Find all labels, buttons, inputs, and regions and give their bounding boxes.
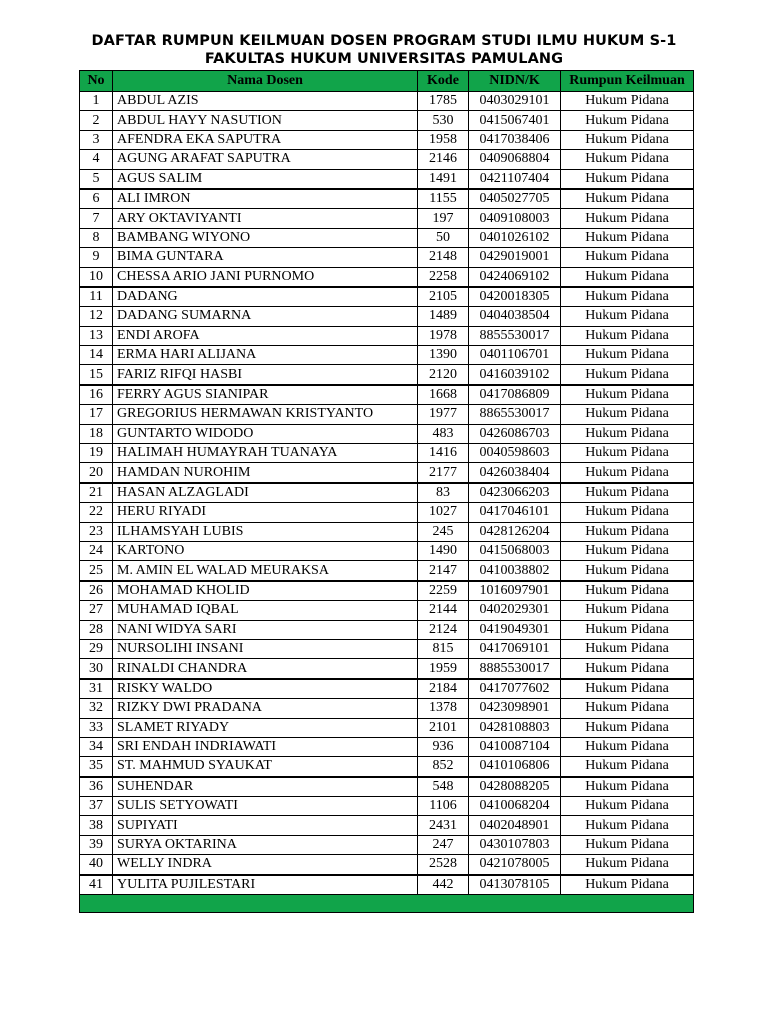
lecturer-name: WELLY INDRA — [113, 855, 418, 875]
lecturer-table — [79, 70, 694, 913]
row-number: 39 — [80, 835, 113, 854]
table-row — [80, 699, 694, 718]
lecturer-code: 83 — [418, 483, 469, 503]
nidn-number: 0410068204 — [469, 797, 561, 816]
lecturer-name: ERMA HARI ALIJANA — [113, 346, 418, 365]
row-number: 32 — [80, 699, 113, 718]
lecturer-code: 197 — [418, 209, 469, 228]
row-number: 27 — [80, 601, 113, 620]
table-row — [80, 444, 694, 463]
lecturer-name: DADANG SUMARNA — [113, 307, 418, 326]
row-number: 1 — [80, 92, 113, 111]
lecturer-name: FERRY AGUS SIANIPAR — [113, 385, 418, 405]
lecturer-code: 1155 — [418, 189, 469, 209]
lecturer-name: ALI IMRON — [113, 189, 418, 209]
row-number: 34 — [80, 737, 113, 756]
lecturer-name: SULIS SETYOWATI — [113, 797, 418, 816]
lecturer-code: 50 — [418, 228, 469, 247]
row-number: 13 — [80, 326, 113, 345]
nidn-number: 8855530017 — [469, 326, 561, 345]
lecturer-name: NANI WIDYA SARI — [113, 620, 418, 639]
table-row — [80, 307, 694, 326]
lecturer-name: SUHENDAR — [113, 777, 418, 797]
table-footer-row — [80, 895, 694, 913]
lecturer-name: BAMBANG WIYONO — [113, 228, 418, 247]
row-number: 7 — [80, 209, 113, 228]
field-of-study: Hukum Pidana — [561, 699, 694, 718]
nidn-number: 0409108003 — [469, 209, 561, 228]
lecturer-code: 2184 — [418, 679, 469, 699]
field-of-study: Hukum Pidana — [561, 463, 694, 483]
field-of-study: Hukum Pidana — [561, 816, 694, 835]
field-of-study: Hukum Pidana — [561, 541, 694, 560]
row-number: 21 — [80, 483, 113, 503]
nidn-number: 0405027705 — [469, 189, 561, 209]
header-nidn: NIDN/K — [469, 71, 561, 92]
lecturer-name: AGUNG ARAFAT SAPUTRA — [113, 150, 418, 169]
table-row — [80, 92, 694, 111]
nidn-number: 0426038404 — [469, 463, 561, 483]
header-nama-dosen: Nama Dosen — [113, 71, 418, 92]
table-row — [80, 659, 694, 679]
nidn-number: 0402029301 — [469, 601, 561, 620]
lecturer-name: ST. MAHMUD SYAUKAT — [113, 757, 418, 777]
lecturer-code: 2144 — [418, 601, 469, 620]
table-row — [80, 855, 694, 875]
lecturer-name: ABDUL HAYY NASUTION — [113, 111, 418, 130]
field-of-study: Hukum Pidana — [561, 130, 694, 149]
row-number: 17 — [80, 405, 113, 424]
lecturer-name: AFENDRA EKA SAPUTRA — [113, 130, 418, 149]
nidn-number: 0404038504 — [469, 307, 561, 326]
row-number: 20 — [80, 463, 113, 483]
table-row — [80, 777, 694, 797]
nidn-number: 0417069101 — [469, 639, 561, 658]
row-number: 25 — [80, 561, 113, 581]
lecturer-code: 2258 — [418, 267, 469, 287]
lecturer-name: ENDI AROFA — [113, 326, 418, 345]
row-number: 22 — [80, 503, 113, 522]
lecturer-code: 530 — [418, 111, 469, 130]
field-of-study: Hukum Pidana — [561, 503, 694, 522]
table-row — [80, 541, 694, 560]
field-of-study: Hukum Pidana — [561, 150, 694, 169]
field-of-study: Hukum Pidana — [561, 659, 694, 679]
field-of-study: Hukum Pidana — [561, 405, 694, 424]
nidn-number: 0401106701 — [469, 346, 561, 365]
table-row — [80, 757, 694, 777]
lecturer-code: 852 — [418, 757, 469, 777]
table-row — [80, 150, 694, 169]
nidn-number: 0401026102 — [469, 228, 561, 247]
lecturer-name: ABDUL AZIS — [113, 92, 418, 111]
nidn-number: 0423066203 — [469, 483, 561, 503]
row-number: 10 — [80, 267, 113, 287]
nidn-number: 0413078105 — [469, 875, 561, 895]
lecturer-name: RIZKY DWI PRADANA — [113, 699, 418, 718]
lecturer-name: SLAMET RIYADY — [113, 718, 418, 737]
nidn-number: 0426086703 — [469, 424, 561, 443]
table-row — [80, 718, 694, 737]
field-of-study: Hukum Pidana — [561, 92, 694, 111]
table-row — [80, 737, 694, 756]
row-number: 38 — [80, 816, 113, 835]
row-number: 3 — [80, 130, 113, 149]
lecturer-code: 245 — [418, 522, 469, 541]
nidn-number: 0429019001 — [469, 248, 561, 267]
lecturer-code: 1416 — [418, 444, 469, 463]
field-of-study: Hukum Pidana — [561, 444, 694, 463]
table-row — [80, 679, 694, 699]
lecturer-code: 2259 — [418, 581, 469, 601]
nidn-number: 0428108803 — [469, 718, 561, 737]
nidn-number: 0428088205 — [469, 777, 561, 797]
lecturer-name: AGUS SALIM — [113, 169, 418, 189]
field-of-study: Hukum Pidana — [561, 757, 694, 777]
lecturer-code: 1958 — [418, 130, 469, 149]
row-number: 12 — [80, 307, 113, 326]
field-of-study: Hukum Pidana — [561, 777, 694, 797]
lecturer-code: 2528 — [418, 855, 469, 875]
field-of-study: Hukum Pidana — [561, 679, 694, 699]
nidn-number: 0416039102 — [469, 365, 561, 385]
lecturer-name: HALIMAH HUMAYRAH TUANAYA — [113, 444, 418, 463]
lecturer-name: SRI ENDAH INDRIAWATI — [113, 737, 418, 756]
nidn-number: 0415067401 — [469, 111, 561, 130]
field-of-study: Hukum Pidana — [561, 620, 694, 639]
lecturer-code: 1668 — [418, 385, 469, 405]
field-of-study: Hukum Pidana — [561, 601, 694, 620]
nidn-number: 0419049301 — [469, 620, 561, 639]
row-number: 29 — [80, 639, 113, 658]
nidn-number: 0410038802 — [469, 561, 561, 581]
lecturer-code: 1378 — [418, 699, 469, 718]
nidn-number: 0417038406 — [469, 130, 561, 149]
table-row — [80, 835, 694, 854]
lecturer-code: 2105 — [418, 287, 469, 307]
lecturer-name: KARTONO — [113, 541, 418, 560]
lecturer-name: GREGORIUS HERMAWAN KRISTYANTO — [113, 405, 418, 424]
table-row — [80, 248, 694, 267]
field-of-study: Hukum Pidana — [561, 326, 694, 345]
row-number: 18 — [80, 424, 113, 443]
row-number: 36 — [80, 777, 113, 797]
table-footer-band — [80, 895, 694, 913]
field-of-study: Hukum Pidana — [561, 797, 694, 816]
table-row — [80, 503, 694, 522]
table-row — [80, 797, 694, 816]
row-number: 35 — [80, 757, 113, 777]
nidn-number: 1016097901 — [469, 581, 561, 601]
table-row — [80, 130, 694, 149]
nidn-number: 0424069102 — [469, 267, 561, 287]
lecturer-code: 815 — [418, 639, 469, 658]
lecturer-name: MOHAMAD KHOLID — [113, 581, 418, 601]
lecturer-code: 1785 — [418, 92, 469, 111]
lecturer-code: 1491 — [418, 169, 469, 189]
table-row — [80, 209, 694, 228]
nidn-number: 0417046101 — [469, 503, 561, 522]
row-number: 19 — [80, 444, 113, 463]
table-header-row — [80, 71, 694, 92]
lecturer-name: BIMA GUNTARA — [113, 248, 418, 267]
row-number: 26 — [80, 581, 113, 601]
row-number: 14 — [80, 346, 113, 365]
table-row — [80, 405, 694, 424]
nidn-number: 0410087104 — [469, 737, 561, 756]
lecturer-name: YULITA PUJILESTARI — [113, 875, 418, 895]
page-title: DAFTAR RUMPUN KEILMUAN DOSEN PROGRAM STUDI ILMU HUKUM S-1 — [91, 33, 677, 49]
header-no: No — [80, 71, 113, 92]
row-number: 23 — [80, 522, 113, 541]
field-of-study: Hukum Pidana — [561, 169, 694, 189]
field-of-study: Hukum Pidana — [561, 483, 694, 503]
lecturer-name: FARIZ RIFQI HASBI — [113, 365, 418, 385]
lecturer-name: M. AMIN EL WALAD MEURAKSA — [113, 561, 418, 581]
field-of-study: Hukum Pidana — [561, 835, 694, 854]
field-of-study: Hukum Pidana — [561, 875, 694, 895]
lecturer-code: 1027 — [418, 503, 469, 522]
lecturer-name: NURSOLIHI INSANI — [113, 639, 418, 658]
field-of-study: Hukum Pidana — [561, 209, 694, 228]
page-subtitle: FAKULTAS HUKUM UNIVERSITAS PAMULANG — [204, 51, 564, 67]
lecturer-name: RISKY WALDO — [113, 679, 418, 699]
nidn-number: 0040598603 — [469, 444, 561, 463]
lecturer-name: MUHAMAD IQBAL — [113, 601, 418, 620]
nidn-number: 0421107404 — [469, 169, 561, 189]
field-of-study: Hukum Pidana — [561, 522, 694, 541]
row-number: 33 — [80, 718, 113, 737]
lecturer-code: 2147 — [418, 561, 469, 581]
table-row — [80, 620, 694, 639]
lecturer-code: 247 — [418, 835, 469, 854]
row-number: 30 — [80, 659, 113, 679]
table-row — [80, 601, 694, 620]
table-row — [80, 189, 694, 209]
lecturer-name: SURYA OKTARINA — [113, 835, 418, 854]
lecturer-code: 1106 — [418, 797, 469, 816]
nidn-number: 8865530017 — [469, 405, 561, 424]
lecturer-name: HASAN ALZAGLADI — [113, 483, 418, 503]
nidn-number: 0417077602 — [469, 679, 561, 699]
field-of-study: Hukum Pidana — [561, 248, 694, 267]
field-of-study: Hukum Pidana — [561, 365, 694, 385]
row-number: 4 — [80, 150, 113, 169]
table-row — [80, 581, 694, 601]
nidn-number: 0423098901 — [469, 699, 561, 718]
field-of-study: Hukum Pidana — [561, 228, 694, 247]
row-number: 15 — [80, 365, 113, 385]
table-row — [80, 875, 694, 895]
lecturer-name: ILHAMSYAH LUBIS — [113, 522, 418, 541]
field-of-study: Hukum Pidana — [561, 346, 694, 365]
lecturer-code: 2431 — [418, 816, 469, 835]
field-of-study: Hukum Pidana — [561, 287, 694, 307]
nidn-number: 0403029101 — [469, 92, 561, 111]
field-of-study: Hukum Pidana — [561, 639, 694, 658]
nidn-number: 0430107803 — [469, 835, 561, 854]
field-of-study: Hukum Pidana — [561, 855, 694, 875]
lecturer-code: 1977 — [418, 405, 469, 424]
table-row — [80, 385, 694, 405]
lecturer-code: 2120 — [418, 365, 469, 385]
nidn-number: 0420018305 — [469, 287, 561, 307]
table-row — [80, 463, 694, 483]
field-of-study: Hukum Pidana — [561, 111, 694, 130]
row-number: 6 — [80, 189, 113, 209]
row-number: 24 — [80, 541, 113, 560]
row-number: 8 — [80, 228, 113, 247]
table-row — [80, 365, 694, 385]
lecturer-name: RINALDI CHANDRA — [113, 659, 418, 679]
lecturer-name: CHESSA ARIO JANI PURNOMO — [113, 267, 418, 287]
field-of-study: Hukum Pidana — [561, 561, 694, 581]
row-number: 2 — [80, 111, 113, 130]
table-row — [80, 522, 694, 541]
nidn-number: 0421078005 — [469, 855, 561, 875]
table-row — [80, 228, 694, 247]
nidn-number: 0428126204 — [469, 522, 561, 541]
table-row — [80, 483, 694, 503]
table-row — [80, 639, 694, 658]
header-rumpun-keilmuan: Rumpun Keilmuan — [561, 71, 694, 92]
table-row — [80, 561, 694, 581]
nidn-number: 0417086809 — [469, 385, 561, 405]
field-of-study: Hukum Pidana — [561, 718, 694, 737]
table-row — [80, 346, 694, 365]
nidn-number: 8885530017 — [469, 659, 561, 679]
lecturer-code: 483 — [418, 424, 469, 443]
row-number: 11 — [80, 287, 113, 307]
lecturer-code: 2148 — [418, 248, 469, 267]
nidn-number: 0410106806 — [469, 757, 561, 777]
lecturer-name: HAMDAN NUROHIM — [113, 463, 418, 483]
lecturer-code: 936 — [418, 737, 469, 756]
nidn-number: 0415068003 — [469, 541, 561, 560]
lecturer-name: GUNTARTO WIDODO — [113, 424, 418, 443]
row-number: 5 — [80, 169, 113, 189]
field-of-study: Hukum Pidana — [561, 307, 694, 326]
lecturer-code: 1489 — [418, 307, 469, 326]
table-row — [80, 111, 694, 130]
lecturer-name: DADANG — [113, 287, 418, 307]
lecturer-name: HERU RIYADI — [113, 503, 418, 522]
field-of-study: Hukum Pidana — [561, 189, 694, 209]
lecturer-code: 442 — [418, 875, 469, 895]
field-of-study: Hukum Pidana — [561, 581, 694, 601]
row-number: 31 — [80, 679, 113, 699]
table-row — [80, 267, 694, 287]
lecturer-code: 2177 — [418, 463, 469, 483]
field-of-study: Hukum Pidana — [561, 737, 694, 756]
table-row — [80, 326, 694, 345]
lecturer-code: 2146 — [418, 150, 469, 169]
lecturer-name: SUPIYATI — [113, 816, 418, 835]
row-number: 16 — [80, 385, 113, 405]
table-row — [80, 424, 694, 443]
lecturer-name: ARY OKTAVIYANTI — [113, 209, 418, 228]
field-of-study: Hukum Pidana — [561, 267, 694, 287]
lecturer-code: 1390 — [418, 346, 469, 365]
header-kode: Kode — [418, 71, 469, 92]
table-row — [80, 169, 694, 189]
row-number: 37 — [80, 797, 113, 816]
table-row — [80, 287, 694, 307]
row-number: 9 — [80, 248, 113, 267]
row-number: 40 — [80, 855, 113, 875]
table-row — [80, 816, 694, 835]
field-of-study: Hukum Pidana — [561, 385, 694, 405]
lecturer-code: 1959 — [418, 659, 469, 679]
row-number: 28 — [80, 620, 113, 639]
lecturer-code: 2101 — [418, 718, 469, 737]
table-body — [80, 92, 694, 895]
nidn-number: 0402048901 — [469, 816, 561, 835]
row-number: 41 — [80, 875, 113, 895]
lecturer-code: 1490 — [418, 541, 469, 560]
lecturer-code: 1978 — [418, 326, 469, 345]
field-of-study: Hukum Pidana — [561, 424, 694, 443]
lecturer-code: 2124 — [418, 620, 469, 639]
nidn-number: 0409068804 — [469, 150, 561, 169]
lecturer-code: 548 — [418, 777, 469, 797]
